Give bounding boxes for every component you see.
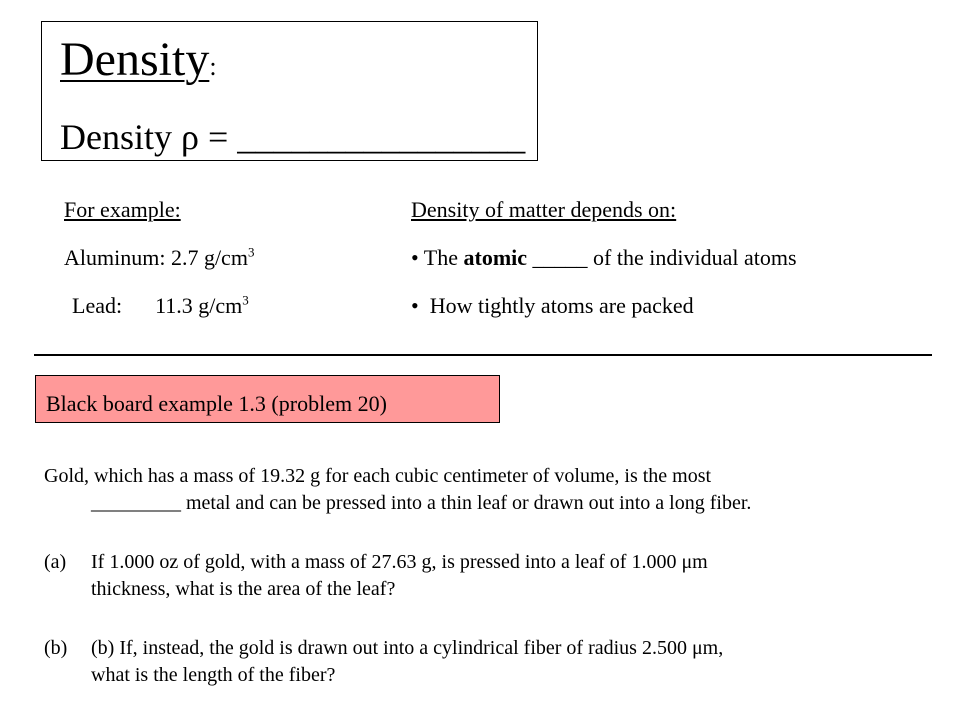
fill-blank: _____ bbox=[532, 245, 588, 270]
title-colon: : bbox=[209, 52, 217, 81]
depends-item-atomic bbox=[411, 247, 797, 269]
page-title bbox=[60, 33, 217, 86]
lead-text: Lead: 11.3 g/cm bbox=[72, 293, 243, 318]
part-b-marker: (b) bbox=[44, 637, 68, 659]
bullet: • bbox=[411, 245, 419, 270]
example-heading: For example: bbox=[64, 197, 181, 222]
horizontal-divider bbox=[34, 354, 932, 356]
part-a-marker: (a) bbox=[44, 551, 67, 573]
aluminum-text: Aluminum: 2.7 g/cm bbox=[64, 245, 248, 270]
part-b-line1: (b) If, instead, the gold is drawn out into a cylindrical fiber of radius 2.500 μm, bbox=[91, 637, 724, 659]
lead-exponent: 3 bbox=[242, 292, 249, 308]
aluminum-density bbox=[64, 244, 255, 270]
lead-density bbox=[72, 292, 249, 318]
part-a-line1: If 1.000 oz of gold, with a mass of 27.63 g, is pressed into a leaf of 1.000 μm bbox=[91, 551, 708, 573]
density-formula: Density ρ = ________________ bbox=[60, 117, 526, 157]
bold-word: atomic bbox=[463, 245, 528, 270]
problem-intro-line2: _________ metal and can be pressed into a thin leaf or drawn out into a long fiber. bbox=[91, 492, 752, 514]
blackboard-example-box bbox=[35, 375, 500, 423]
problem-intro-line1: Gold, which has a mass of 19.32 g for each cubic centimeter of volume, is the most bbox=[44, 465, 712, 487]
part-b-line2: what is the length of the fiber? bbox=[91, 664, 336, 686]
item-text: of the individual atoms bbox=[587, 245, 797, 270]
part-a-line2: thickness, what is the area of the leaf? bbox=[91, 578, 396, 600]
title-main-text: Density bbox=[60, 33, 210, 86]
depends-item-packing: • How tightly atoms are packed bbox=[411, 293, 694, 318]
blackboard-example-label: Black board example 1.3 (problem 20) bbox=[46, 391, 387, 416]
aluminum-exponent: 3 bbox=[247, 244, 255, 260]
title-box bbox=[41, 21, 538, 161]
item-text: The bbox=[418, 245, 464, 270]
depends-heading: Density of matter depends on: bbox=[411, 197, 677, 222]
